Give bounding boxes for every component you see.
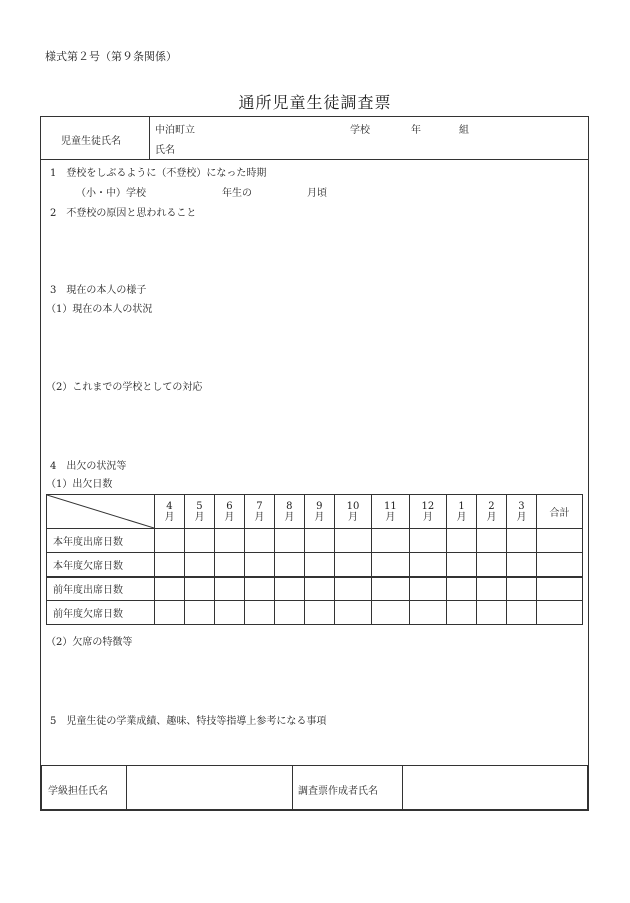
- author-name-field[interactable]: [404, 766, 586, 809]
- divider: [402, 766, 403, 809]
- table-row: [47, 601, 583, 625]
- divider: [41, 159, 588, 160]
- form-number-note: 様式第２号（第９条関係）: [45, 50, 177, 63]
- school-label: 学校: [350, 125, 370, 136]
- month-header: 7 月: [244, 495, 274, 529]
- section2-heading: 2 不登校の原因と思われること: [50, 208, 197, 219]
- row-label: 前年度出席日数: [47, 577, 155, 601]
- student-name-label: 児童生徒氏名: [61, 136, 121, 147]
- section3-sub2: （2）これまでの学校としての対応: [46, 382, 203, 393]
- month-header: 9 月: [304, 495, 334, 529]
- teacher-name-field[interactable]: [128, 766, 290, 809]
- month-header: 11 月: [372, 495, 409, 529]
- table-row: [47, 577, 583, 601]
- month-header: 8 月: [274, 495, 304, 529]
- month-header: 6 月: [214, 495, 244, 529]
- row-label: 前年度欠席日数: [47, 601, 155, 625]
- signature-row: [40, 765, 589, 811]
- town-label: 中泊町立: [155, 125, 195, 136]
- diagonal-line: [47, 495, 154, 528]
- divider: [292, 766, 293, 809]
- month-header: 1 月: [447, 495, 477, 529]
- section1-grade: 年生の: [222, 188, 252, 199]
- section3-heading: 3 現在の本人の様子: [50, 285, 147, 296]
- month-header: 2 月: [477, 495, 507, 529]
- total-header: 合計: [537, 495, 583, 529]
- section3-sub1: （1）現在の本人の状況: [46, 304, 153, 315]
- divider: [149, 117, 150, 159]
- month-header: 5 月: [184, 495, 214, 529]
- section5-heading: 5 児童生徒の学業成績、趣味、特技等指導上参考になる事項: [50, 716, 327, 727]
- teacher-label: 学級担任氏名: [48, 786, 108, 797]
- table-header-row: [47, 495, 583, 529]
- section1-school: （小・中）学校: [76, 188, 146, 199]
- page-title: 通所児童生徒調査票: [238, 93, 392, 112]
- section4-sub2: （2）欠席の特徴等: [46, 637, 133, 648]
- row-label: 本年度出席日数: [47, 529, 155, 553]
- row-label: 本年度欠席日数: [47, 553, 155, 577]
- section4-sub1: （1）出欠日数: [46, 479, 113, 490]
- divider: [126, 766, 127, 809]
- month-header: 10 月: [334, 495, 371, 529]
- attendance-table: [46, 494, 583, 625]
- author-label: 調査票作成者氏名: [298, 786, 378, 797]
- class-label: 組: [459, 125, 469, 136]
- section1-month: 月頃: [307, 188, 327, 199]
- month-header: 4 月: [155, 495, 185, 529]
- section1-heading: 1 登校をしぶるように（不登校）になった時期: [50, 168, 267, 179]
- table-row: [47, 529, 583, 553]
- year-label: 年: [411, 125, 421, 136]
- name-label: 氏名: [155, 145, 175, 156]
- month-header: 3 月: [506, 495, 536, 529]
- month-header: 12 月: [409, 495, 446, 529]
- corner-cell: [47, 495, 155, 529]
- section4-heading: 4 出欠の状況等: [50, 461, 127, 472]
- table-row: [47, 553, 583, 577]
